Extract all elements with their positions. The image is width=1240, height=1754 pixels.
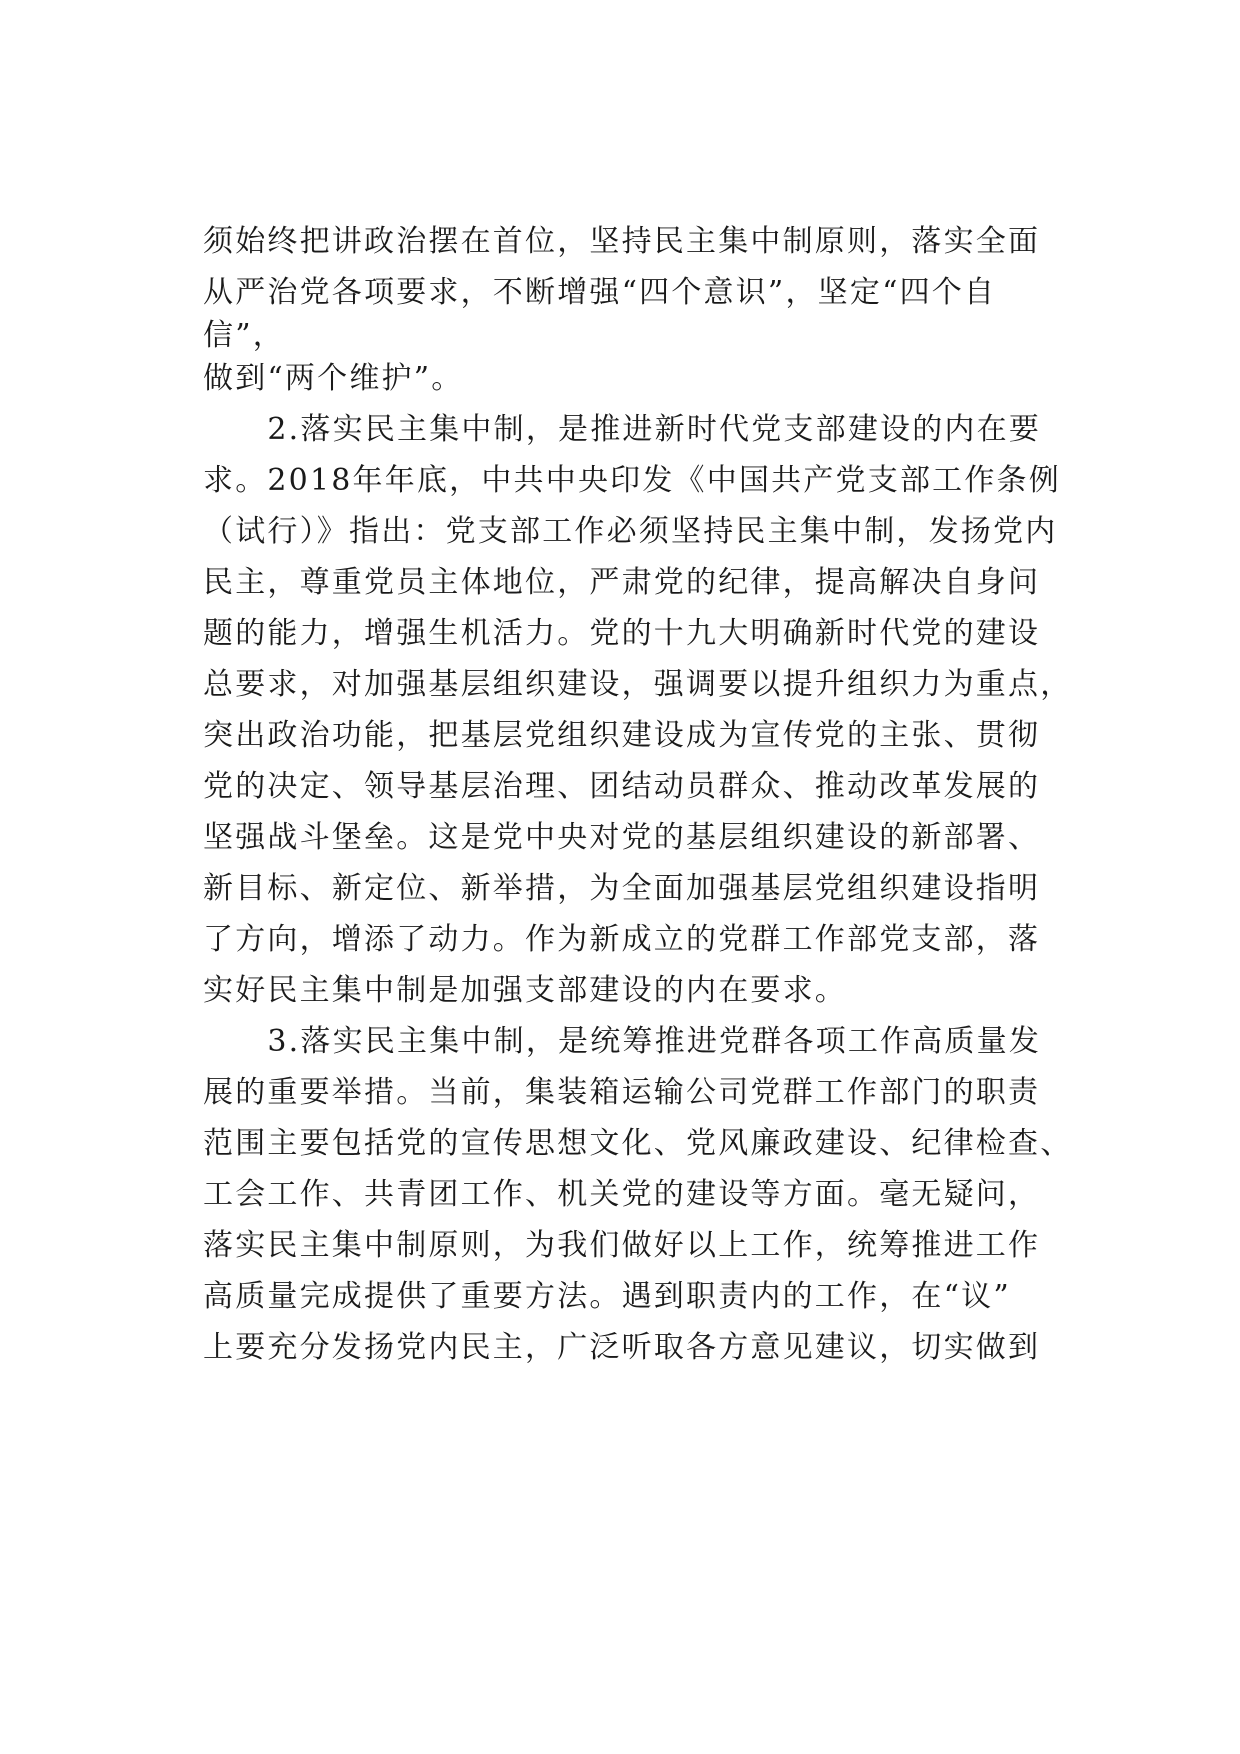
text-line: 范围主要包括党的宣传思想文化、党风廉政建设、纪律检查、: [203, 1126, 1073, 1161]
text-line: 信”，: [203, 318, 285, 353]
paragraph-3: [203, 1024, 1073, 1365]
text-line: 了方向，增添了动力。作为新成立的党群工作部党支部，落: [203, 922, 1041, 957]
text-line: （试行）》指出：党支部工作必须坚持民主集中制，发扬党内: [203, 514, 1058, 549]
text-line: 突出政治功能，把基层党组织建设成为宣传党的主张、贯彻: [203, 718, 1041, 753]
text-line: 题的能力，增强生机活力。党的十九大明确新时代党的建设: [203, 616, 1041, 651]
text-line: 上要充分发扬党内民主，广泛听取各方意见建议，切实做到: [203, 1330, 1041, 1365]
text-line: 工会工作、共青团工作、机关党的建设等方面。毫无疑问，: [203, 1177, 1041, 1212]
text-line: 新目标、新定位、新举措，为全面加强基层党组织建设指明: [203, 871, 1041, 906]
text-line: 民主，尊重党员主体地位，严肃党的纪律，提高解决自身问: [203, 565, 1041, 600]
text-line: 坚强战斗堡垒。这是党中央对党的基层组织建设的新部署、: [203, 820, 1041, 855]
paragraph-2: [203, 412, 1073, 1008]
text-line: 总要求，对加强基层组织建设，强调要以提升组织力为重点，: [203, 667, 1073, 702]
paragraph-1: [203, 226, 1063, 395]
text-line: 从严治党各项要求，不断增强“四个意识”，坚定“四个自: [203, 275, 997, 310]
text-line: 求。2018年年底，中共中央印发《中国共产党支部工作条例: [203, 463, 1061, 498]
text-line: 展的重要举措。当前，集装箱运输公司党群工作部门的职责: [203, 1075, 1041, 1110]
text-line: 高质量完成提供了重要方法。遇到职责内的工作，在“议”: [203, 1279, 1011, 1314]
text-line: 实好民主集中制是加强支部建设的内在要求。: [203, 973, 847, 1008]
text-line: 须始终把讲政治摆在首位，坚持民主集中制原则，落实全面: [203, 224, 1041, 259]
document-body: [203, 224, 1073, 1383]
text-line: 做到“两个维护”。: [203, 361, 464, 396]
text-line: 2.落实民主集中制，是推进新时代党支部建设的内在要: [203, 412, 1042, 447]
text-line: 党的决定、领导基层治理、团结动员群众、推动改革发展的: [203, 769, 1041, 804]
text-line: 3.落实民主集中制，是统筹推进党群各项工作高质量发: [203, 1024, 1042, 1059]
text-line: 落实民主集中制原则，为我们做好以上工作，统筹推进工作: [203, 1228, 1041, 1263]
